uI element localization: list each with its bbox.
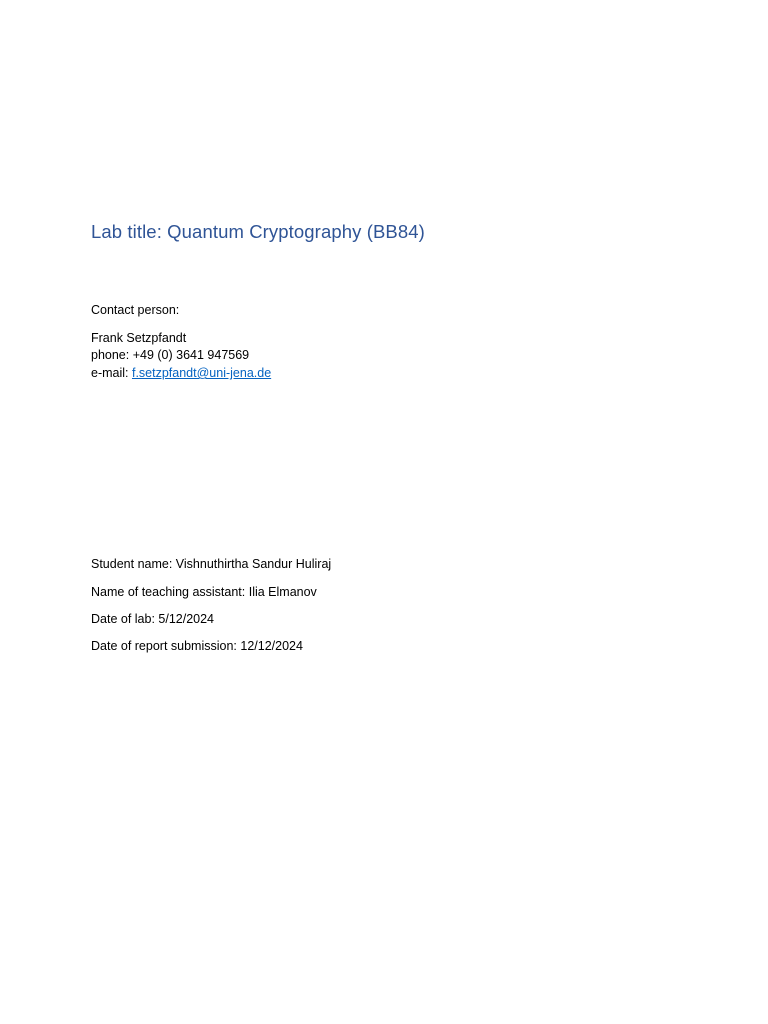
- contact-person-label: Contact person:: [91, 303, 180, 317]
- email-link[interactable]: f.setzpfandt@uni-jena.de: [131, 366, 272, 380]
- lab-title: Lab title: Quantum Cryptography (BB84): [91, 221, 425, 242]
- contact-email-line: [91, 365, 271, 381]
- contact-name: Frank Setzpfandt: [91, 331, 187, 345]
- email-label: e-mail:: [91, 366, 132, 380]
- submission-date: Date of report submission: 12/12/2024: [91, 639, 303, 653]
- student-name: Student name: Vishnuthirtha Sandur Huliraj: [91, 557, 332, 571]
- teaching-assistant-name: Name of teaching assistant: Ilia Elmanov: [91, 585, 317, 599]
- contact-phone: phone: +49 (0) 3641 947569: [91, 348, 250, 362]
- lab-date: Date of lab: 5/12/2024: [91, 612, 215, 626]
